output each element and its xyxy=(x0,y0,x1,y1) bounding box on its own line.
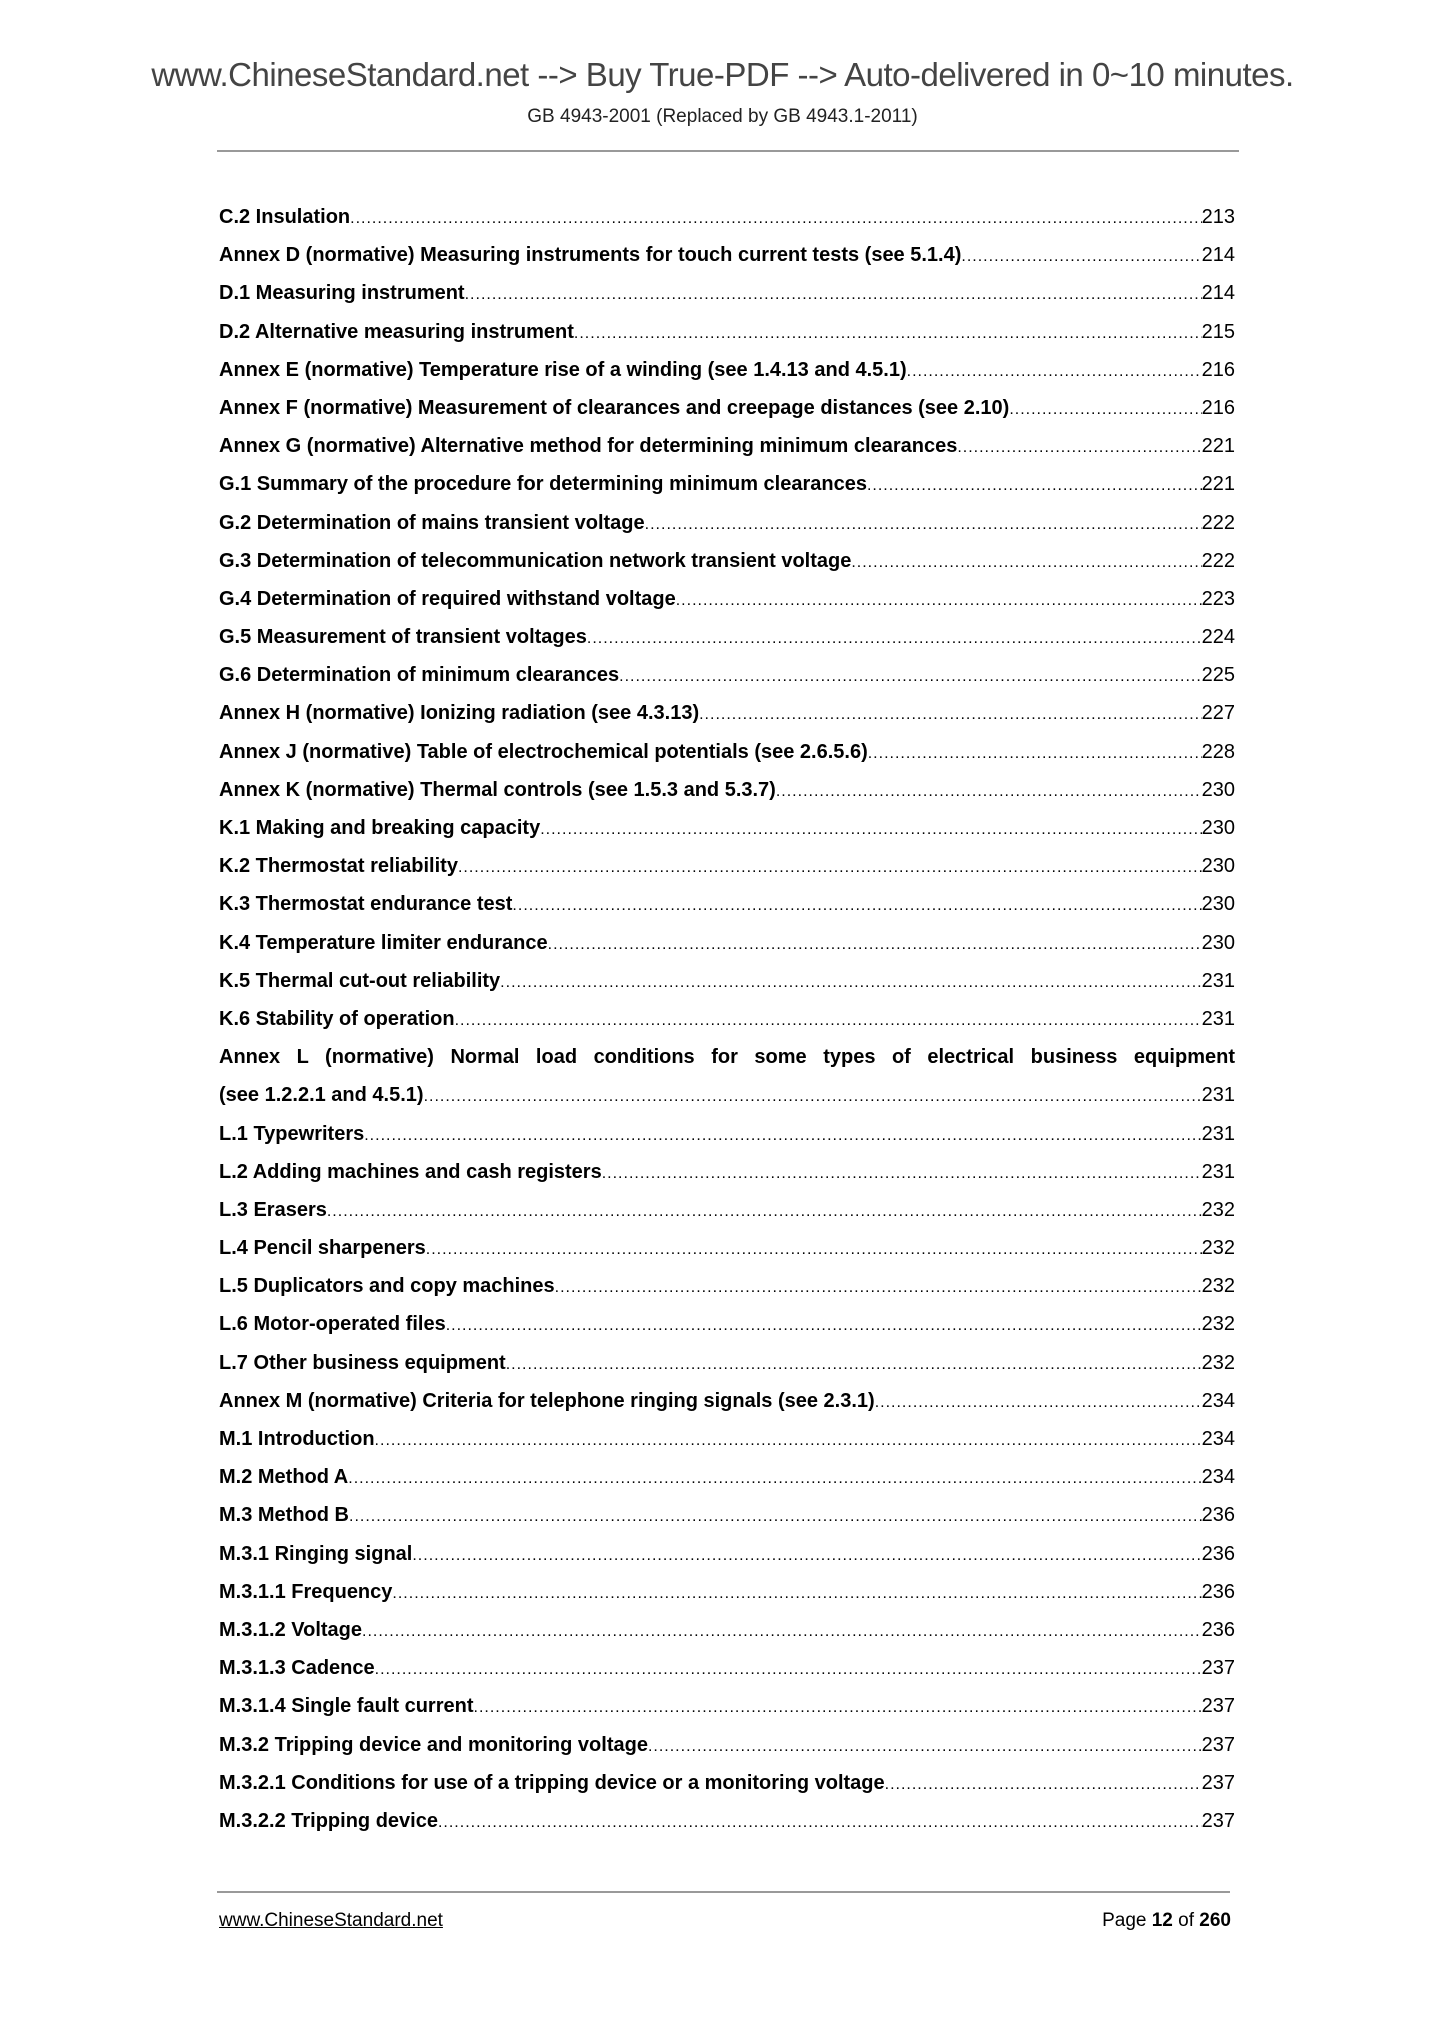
toc-entry[interactable] xyxy=(219,924,1235,962)
toc-entry-page: 232 xyxy=(1201,1313,1235,1336)
dot-leader xyxy=(455,1002,1202,1040)
toc-entry[interactable] xyxy=(219,313,1235,351)
toc-entry-title: G.6 Determination of minimum clearances xyxy=(219,664,620,687)
toc-entry-page: 230 xyxy=(1201,855,1235,878)
toc-entry-title: Annex E (normative) Temperature rise of a winding (see 1.4.13 and 4.5.1) xyxy=(219,358,907,381)
dot-leader xyxy=(648,1728,1202,1766)
footer-website-link[interactable]: www.ChineseStandard.net xyxy=(219,1910,443,1931)
toc-entry-page: 236 xyxy=(1201,1618,1235,1641)
dot-leader xyxy=(458,849,1202,887)
toc-entry-page: 231 xyxy=(1201,969,1235,992)
toc-entry-page: 214 xyxy=(1201,282,1235,305)
toc-entry-page: 230 xyxy=(1201,817,1235,839)
toc-entry-title: L.1 Typewriters xyxy=(219,1122,365,1145)
toc-entry[interactable] xyxy=(219,1573,1235,1611)
toc-entry[interactable] xyxy=(219,1420,1235,1458)
toc-entry-page: 214 xyxy=(1201,244,1235,267)
toc-entry[interactable] xyxy=(219,1000,1235,1038)
toc-entry-title: Annex M (normative) Criteria for telephone ringing signals (see 2.3.1) xyxy=(219,1389,875,1412)
toc-entry-page: 216 xyxy=(1201,396,1235,419)
toc-entry-title: L.4 Pencil sharpeners xyxy=(219,1237,426,1260)
toc-entry[interactable] xyxy=(219,351,1235,389)
toc-entry-title: M.3.2 Tripping device and monitoring voltage xyxy=(219,1733,648,1756)
toc-entry-title: M.3.1.3 Cadence xyxy=(219,1657,375,1680)
toc-entry-title: M.1 Introduction xyxy=(219,1428,375,1450)
toc-entry[interactable] xyxy=(219,274,1235,312)
toc-entry-title: C.2 Insulation xyxy=(219,206,351,228)
toc-entry-title: L.2 Adding machines and cash registers xyxy=(219,1160,602,1183)
footer-divider xyxy=(217,1891,1230,1893)
toc-entry-title: G.2 Determination of mains transient voltage xyxy=(219,511,645,534)
dot-leader xyxy=(619,658,1202,696)
toc-entry[interactable] xyxy=(219,1344,1235,1382)
toc-entry-title: K.3 Thermostat endurance test xyxy=(219,893,513,916)
dot-leader xyxy=(327,1193,1202,1231)
toc-entry-page: 224 xyxy=(1201,626,1235,649)
toc-entry[interactable] xyxy=(219,1153,1235,1191)
toc-entry[interactable] xyxy=(219,771,1235,809)
toc-entry[interactable] xyxy=(219,1458,1235,1496)
toc-entry[interactable] xyxy=(219,389,1235,427)
dot-leader xyxy=(961,238,1201,276)
dot-leader xyxy=(412,1537,1201,1575)
toc-entry-title: K.4 Temperature limiter endurance xyxy=(219,931,548,954)
toc-entry-title: G.5 Measurement of transient voltages xyxy=(219,626,587,649)
toc-entry-title: G.4 Determination of required withstand voltage xyxy=(219,587,676,610)
toc-entry[interactable] xyxy=(219,656,1235,694)
toc-entry-page: 230 xyxy=(1201,931,1235,954)
dot-leader xyxy=(602,1155,1202,1193)
toc-entry-page: 237 xyxy=(1201,1657,1235,1680)
dot-leader xyxy=(446,1307,1202,1345)
toc-entry-title: Annex J (normative) Table of electrochemical potentials (see 2.6.5.6) xyxy=(219,740,868,763)
toc-entry-page: 232 xyxy=(1201,1275,1235,1298)
toc-entry-page: 237 xyxy=(1201,1771,1235,1794)
page-of-label: of xyxy=(1178,1910,1195,1931)
dot-leader xyxy=(851,544,1201,582)
page-footer xyxy=(219,1910,1231,1932)
toc-entry-title: Annex L (normative) Normal load conditions for some types of electrical business equipment xyxy=(219,1046,1235,1069)
dot-leader xyxy=(350,200,1202,238)
toc-entry-page: 231 xyxy=(1201,1122,1235,1145)
toc-entry[interactable] xyxy=(219,1802,1235,1840)
dot-leader xyxy=(574,315,1202,353)
dot-leader xyxy=(645,506,1202,544)
toc-entry[interactable] xyxy=(219,504,1235,542)
toc-entry-page: 227 xyxy=(1201,702,1235,725)
toc-entry-page: 221 xyxy=(1201,473,1235,496)
toc-entry-title: L.3 Erasers xyxy=(219,1198,327,1221)
toc-entry-page: 223 xyxy=(1201,587,1235,610)
toc-entry-title: K.5 Thermal cut-out reliability xyxy=(219,969,501,992)
toc-entry-page: 222 xyxy=(1201,511,1235,534)
dot-leader xyxy=(867,467,1202,505)
toc-entry-title: K.6 Stability of operation xyxy=(219,1007,455,1030)
toc-entry[interactable] xyxy=(219,694,1235,732)
dot-leader xyxy=(868,735,1202,773)
dot-leader xyxy=(349,1498,1202,1536)
dot-leader xyxy=(512,887,1201,925)
dot-leader xyxy=(587,620,1202,658)
toc-entry-page: 237 xyxy=(1201,1809,1235,1832)
toc-entry-page: 234 xyxy=(1201,1428,1235,1450)
toc-entry[interactable] xyxy=(219,1229,1235,1267)
toc-entry[interactable] xyxy=(219,1687,1235,1725)
toc-entry-page: 230 xyxy=(1201,778,1235,801)
toc-entry[interactable] xyxy=(219,1611,1235,1649)
current-page: 12 xyxy=(1151,1910,1173,1931)
toc-entry-title: K.2 Thermostat reliability xyxy=(219,855,458,878)
toc-entry[interactable] xyxy=(219,465,1235,503)
toc-entry[interactable] xyxy=(219,1764,1235,1802)
toc-entry-title: Annex K (normative) Thermal controls (see 1.5.3 and 5.3.7) xyxy=(219,778,776,801)
toc-entry-title: M.3.2.2 Tripping device xyxy=(219,1809,438,1832)
dot-leader xyxy=(907,353,1202,391)
toc-entry[interactable] xyxy=(219,1382,1235,1420)
toc-entry-page: 237 xyxy=(1201,1695,1235,1718)
toc-entry[interactable] xyxy=(219,847,1235,885)
toc-entry[interactable] xyxy=(219,1496,1235,1534)
dot-leader xyxy=(348,1460,1201,1498)
dot-leader xyxy=(375,1651,1202,1689)
toc-entry[interactable] xyxy=(219,962,1235,1000)
site-banner: www.ChineseStandard.net --> Buy True-PDF --> Auto-delivered in 0~10 minutes. xyxy=(151,56,1294,93)
dot-leader xyxy=(1009,391,1201,429)
page-label: Page xyxy=(1102,1910,1147,1931)
dot-leader xyxy=(392,1575,1201,1613)
toc-entry-title: L.7 Other business equipment xyxy=(219,1351,506,1374)
toc-entry-page: 215 xyxy=(1201,320,1235,343)
total-pages: 260 xyxy=(1199,1910,1231,1931)
dot-leader xyxy=(548,926,1202,964)
toc-entry[interactable] xyxy=(219,733,1235,771)
dot-leader xyxy=(474,1689,1202,1727)
toc-entry[interactable] xyxy=(219,542,1235,580)
toc-entry-title: Annex H (normative) Ionizing radiation (see 4.3.13) xyxy=(219,702,700,725)
toc-entry-title: K.1 Making and breaking capacity xyxy=(219,817,541,839)
toc-entry[interactable] xyxy=(219,1115,1235,1153)
dot-leader xyxy=(699,696,1202,734)
dot-leader xyxy=(375,1422,1202,1460)
header-divider xyxy=(217,150,1239,152)
dot-leader xyxy=(875,1384,1202,1422)
toc-entry-title: M.3.1.2 Voltage xyxy=(219,1618,363,1641)
dot-leader xyxy=(676,582,1202,620)
toc-entry-title: M.3.2.1 Conditions for use of a tripping device or a monitoring voltage xyxy=(219,1771,885,1794)
toc-entry-page: 232 xyxy=(1201,1351,1235,1374)
toc-entry-title: Annex F (normative) Measurement of clearances and creepage distances (see 2.10) xyxy=(219,396,1010,419)
dot-leader xyxy=(500,964,1201,1002)
toc-entry-page: 231 xyxy=(1201,1084,1235,1107)
toc-entry[interactable] xyxy=(219,885,1235,923)
document-subtitle: GB 4943-2001 (Replaced by GB 4943.1-2011) xyxy=(527,106,918,127)
toc-entry-title: L.6 Motor-operated files xyxy=(219,1313,446,1336)
table-of-contents xyxy=(219,198,1235,1840)
page-number xyxy=(1102,1910,1231,1932)
dot-leader xyxy=(957,429,1201,467)
toc-entry-page: 222 xyxy=(1201,549,1235,572)
toc-entry[interactable] xyxy=(219,1726,1235,1764)
toc-entry-page: 221 xyxy=(1201,435,1235,458)
toc-entry-page: 237 xyxy=(1201,1733,1235,1756)
toc-entry[interactable] xyxy=(219,618,1235,656)
dot-leader xyxy=(776,773,1202,811)
dot-leader xyxy=(362,1613,1202,1651)
toc-entry[interactable] xyxy=(219,1191,1235,1229)
toc-entry-title: M.3.1 Ringing signal xyxy=(219,1542,413,1565)
toc-entry-page: 213 xyxy=(1201,206,1235,228)
toc-entry-page: 225 xyxy=(1201,664,1235,687)
dot-leader xyxy=(424,1078,1202,1116)
toc-entry-page: 231 xyxy=(1201,1007,1235,1030)
toc-entry-page: 232 xyxy=(1201,1198,1235,1221)
toc-entry-title: M.3 Method B xyxy=(219,1504,349,1527)
toc-entry-title-cont: (see 1.2.2.1 and 4.5.1) xyxy=(219,1084,424,1107)
dot-leader xyxy=(885,1766,1202,1804)
toc-entry-page: 232 xyxy=(1201,1237,1235,1260)
toc-entry[interactable] xyxy=(219,1535,1235,1573)
toc-entry[interactable] xyxy=(219,1649,1235,1687)
dot-leader xyxy=(555,1269,1202,1307)
dot-leader xyxy=(506,1346,1202,1384)
toc-entry-page: 236 xyxy=(1201,1504,1235,1527)
toc-entry[interactable] xyxy=(219,198,1235,236)
toc-entry-page: 216 xyxy=(1201,358,1235,381)
toc-entry-title: Annex G (normative) Alternative method for determining minimum clearances xyxy=(219,435,958,458)
toc-entry[interactable] xyxy=(219,1305,1235,1343)
toc-entry-title: L.5 Duplicators and copy machines xyxy=(219,1275,555,1298)
dot-leader xyxy=(465,276,1202,314)
toc-entry-title: M.3.1.4 Single fault current xyxy=(219,1695,474,1718)
toc-entry-title: G.1 Summary of the procedure for determining minimum clearances xyxy=(219,473,867,496)
toc-entry-title: M.2 Method A xyxy=(219,1466,349,1489)
toc-entry-page: 230 xyxy=(1201,893,1235,916)
toc-entry-page: 228 xyxy=(1201,740,1235,763)
toc-entry-page: 234 xyxy=(1201,1389,1235,1412)
toc-entry[interactable] xyxy=(219,1038,1235,1114)
dot-leader xyxy=(364,1117,1201,1155)
toc-entry[interactable] xyxy=(219,1267,1235,1305)
toc-entry-page: 236 xyxy=(1201,1580,1235,1603)
toc-entry[interactable] xyxy=(219,580,1235,618)
toc-entry-title: D.1 Measuring instrument xyxy=(219,282,465,305)
toc-entry[interactable] xyxy=(219,809,1235,847)
toc-entry-title: G.3 Determination of telecommunication network transient voltage xyxy=(219,549,852,572)
toc-entry-title: M.3.1.1 Frequency xyxy=(219,1580,393,1603)
toc-entry-page: 236 xyxy=(1201,1542,1235,1565)
toc-entry-page: 234 xyxy=(1201,1466,1235,1489)
dot-leader xyxy=(438,1804,1202,1842)
dot-leader xyxy=(540,811,1201,849)
toc-entry[interactable] xyxy=(219,427,1235,465)
dot-leader xyxy=(426,1231,1202,1269)
toc-entry[interactable] xyxy=(219,236,1235,274)
toc-entry-title: D.2 Alternative measuring instrument xyxy=(219,320,574,343)
toc-entry-title: Annex D (normative) Measuring instruments for touch current tests (see 5.1.4) xyxy=(219,244,962,267)
toc-entry-page: 231 xyxy=(1201,1160,1235,1183)
